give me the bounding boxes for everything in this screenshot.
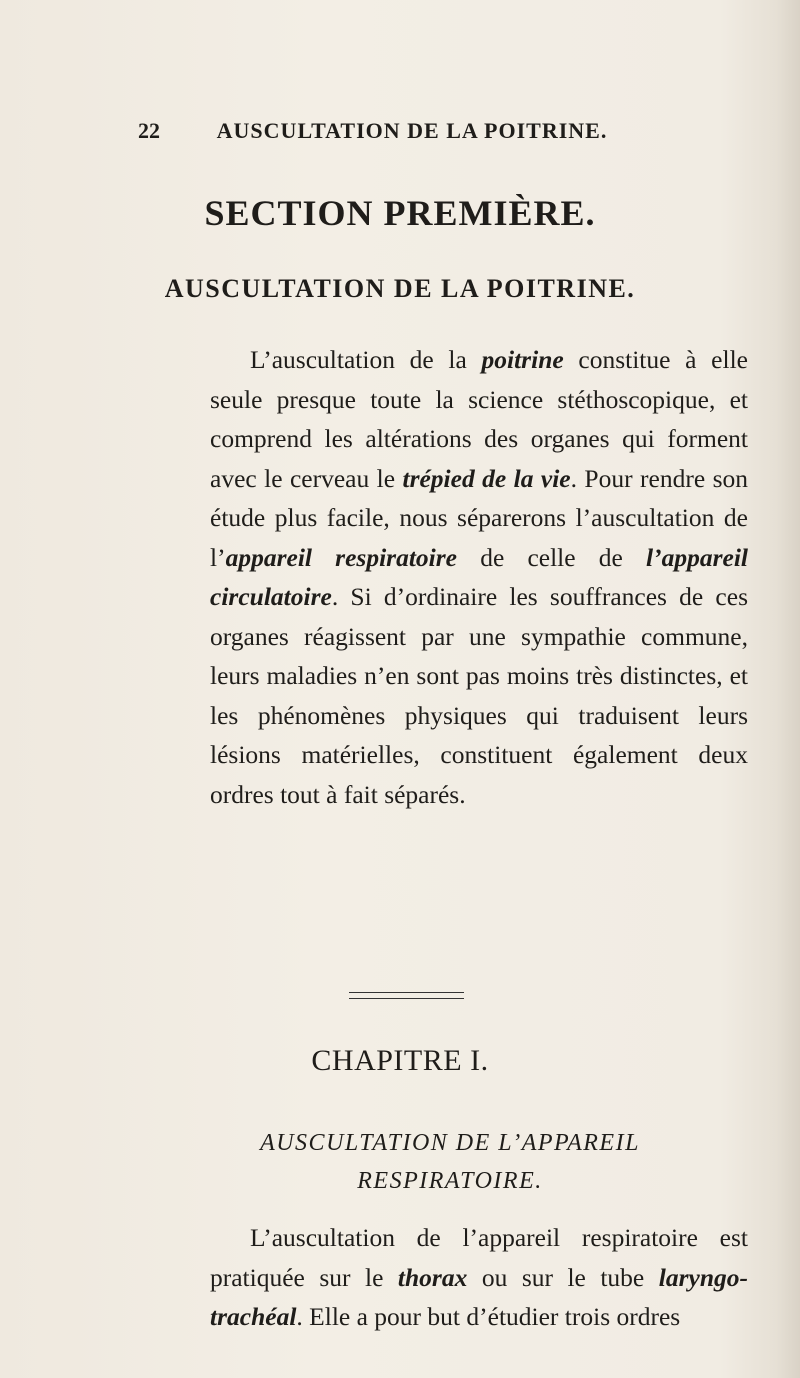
- section-title: SECTION PREMIÈRE.: [204, 193, 596, 233]
- italic-term: appareil respiratoire: [225, 542, 458, 572]
- text-run: L’auscultation de la: [250, 345, 482, 374]
- body-paragraph-1: [210, 340, 748, 814]
- text-run: L’auscultation de l’appareil respiratoire est pratiquée sur le: [210, 1223, 748, 1292]
- italic-term: laryngo-trachéal: [210, 1262, 748, 1331]
- text-run: . Pour rendre son étude plus facile, nous séparerons l’auscultation de l’: [210, 463, 748, 572]
- text-run: . Elle a pour but d’étudier trois ordres: [296, 1302, 681, 1331]
- chapter-subtitle: AUSCULTATION DE L’APPAREIL RESPIRATOIRE.: [260, 1130, 640, 1194]
- section-subtitle: AUSCULTATION DE LA POITRINE.: [164, 274, 636, 303]
- chapter-title: CHAPITRE I.: [311, 1044, 489, 1077]
- page-number: 22: [138, 118, 160, 143]
- page-header: [138, 118, 686, 148]
- text-run: ou sur le tube: [467, 1262, 659, 1292]
- italic-term: thorax: [397, 1262, 468, 1292]
- body-paragraph-2: [210, 1218, 748, 1337]
- text-run: . Si d’ordinaire les souffrances de ces organes réagissent par une sympathie commune, leurs maladies n’en sont pas moins très distinctes, et les phénomènes physiques qui traduisent leurs lésions matérielles, constituent également deux ordres tout à fait séparés.: [210, 582, 748, 809]
- text-run: de celle de: [457, 542, 647, 572]
- italic-term: l’appareil circulatoire: [210, 542, 749, 611]
- italic-term: poitrine: [481, 345, 564, 374]
- text-run: constitue à elle seule presque toute la science stéthoscopique, et comprend les altérations des organes qui forment avec le cerveau le: [210, 345, 748, 493]
- italic-term: trépied de la vie: [402, 463, 571, 493]
- section-divider: [349, 992, 464, 999]
- running-title: AUSCULTATION DE LA POITRINE.: [216, 118, 608, 143]
